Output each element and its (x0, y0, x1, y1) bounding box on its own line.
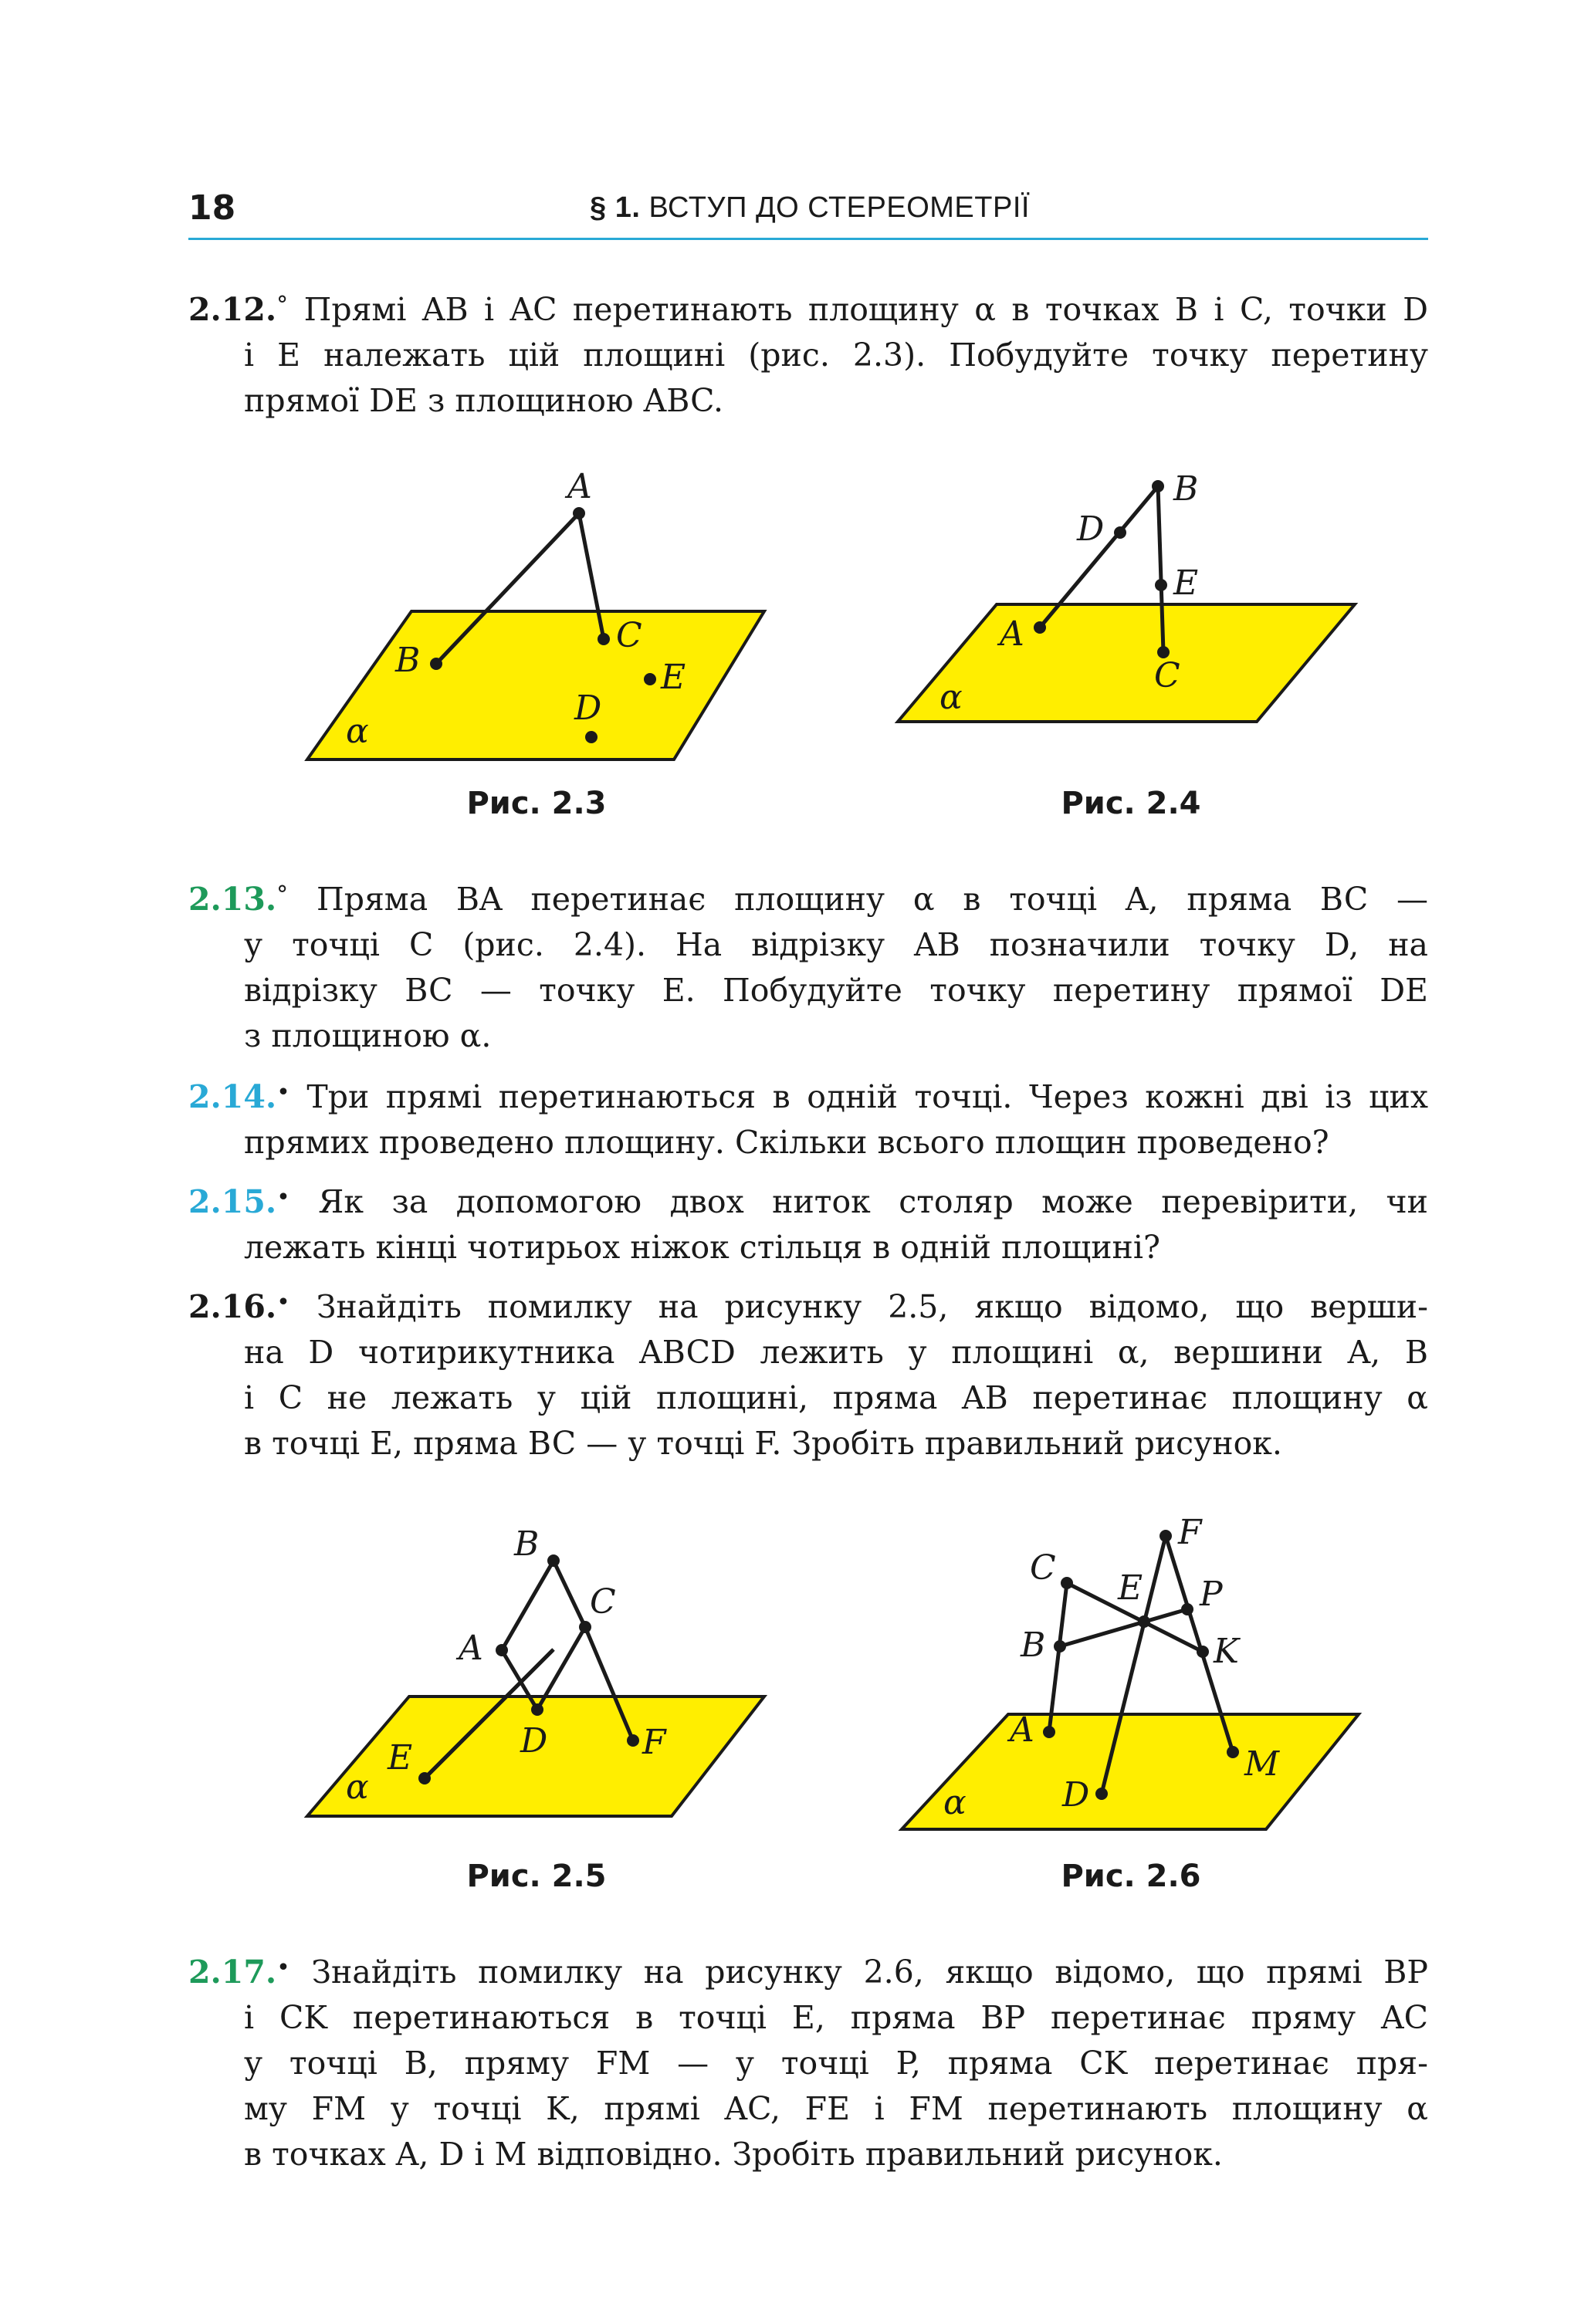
problem-text-line: Знайдіть помилку на рисунку 2.5, якщо відомо, що верши- (316, 1288, 1428, 1325)
figure-caption: Рис. 2.5 (466, 1859, 607, 1894)
label-plane: α (939, 678, 963, 717)
problem-text-line: на D чотирикутника ABCD лежить у площині α, вершини A, B (244, 1334, 1428, 1371)
difficulty-mark: • (276, 1289, 290, 1316)
figure-2-5 (301, 1521, 780, 1829)
figure-caption: Рис. 2.4 (1061, 786, 1201, 821)
problem-text-line: Прямі AB і AC перетинають площину α в точках B і C, точки D (303, 291, 1428, 328)
label-M: M (1244, 1744, 1280, 1784)
point-F (1160, 1530, 1172, 1542)
problem-text-line: в точці E, пряма BC — у точці F. Зробіть правильний рисунок. (244, 1425, 1282, 1462)
problem-text-line: в точках A, D і M відповідно. Зробіть правильний рисунок. (244, 2136, 1223, 2173)
problem-2-14 (188, 1070, 1428, 1165)
figure-2-6 (895, 1513, 1374, 1837)
label-P: P (1200, 1575, 1223, 1614)
point-B (1054, 1640, 1066, 1653)
point-C (579, 1621, 591, 1633)
problem-text-line: прямої DE з площиною ABC. (244, 382, 724, 419)
point-E (1138, 1615, 1150, 1628)
problem-number: 2.17. (188, 1954, 277, 1991)
point-D (531, 1703, 543, 1716)
problem-text-line: лежать кінці чотирьох ніжок стільця в одній площині? (244, 1229, 1160, 1266)
label-D: D (1077, 509, 1105, 549)
label-E: E (388, 1738, 413, 1778)
label-B: B (1021, 1625, 1046, 1665)
problem-2-13 (188, 872, 1428, 1059)
label-D: D (520, 1721, 548, 1761)
figure-caption: Рис. 2.6 (1061, 1859, 1201, 1894)
point-E (1155, 579, 1167, 591)
point-B (547, 1554, 560, 1567)
label-C: C (1030, 1548, 1056, 1588)
label-A: A (1010, 1710, 1034, 1750)
problem-number: 2.15. (188, 1183, 277, 1220)
problem-number: 2.16. (188, 1288, 277, 1325)
label-plane: α (943, 1783, 967, 1822)
label-D: D (574, 688, 602, 728)
section-number: § 1. (590, 191, 641, 224)
problem-text-line: Три прямі перетинаються в одній точці. Через кожні дві із цих (306, 1078, 1428, 1115)
label-C: C (1154, 656, 1180, 695)
point-P (1181, 1603, 1193, 1615)
segment-CA (1049, 1583, 1067, 1732)
segment-AB (553, 1649, 554, 1650)
plane-alpha (898, 604, 1355, 722)
problem-2-15 (188, 1175, 1428, 1270)
label-F: F (642, 1723, 666, 1762)
point-E (418, 1772, 431, 1784)
label-B: B (1173, 469, 1199, 509)
label-A: A (459, 1629, 483, 1668)
point-A (1043, 1726, 1055, 1738)
page-header (188, 182, 1428, 241)
point-C (598, 633, 610, 645)
problem-text-line: Як за допомогою двох ниток столяр може перевірити, чи (318, 1183, 1428, 1220)
figure-2-4 (892, 463, 1370, 772)
difficulty-mark: • (276, 1184, 290, 1211)
problem-text-line: і E належать цій площині (рис. 2.3). Побудуйте точку перетину (244, 337, 1428, 374)
plane-alpha (307, 611, 764, 759)
label-F: F (1178, 1513, 1202, 1552)
page-number: 18 (188, 188, 236, 228)
point-E (644, 673, 656, 685)
label-A: A (567, 467, 592, 506)
label-B: B (395, 641, 421, 680)
label-C: C (590, 1582, 616, 1622)
problem-text-line: і C не лежать у цій площині, пряма AB перетинає площину α (244, 1379, 1428, 1416)
figure-caption: Рис. 2.3 (466, 786, 607, 821)
problem-text-line: му FM у точці K, прямі AC, FE і FM перетинають площину α (244, 2090, 1428, 2127)
point-B (430, 658, 442, 670)
problem-text-line: відрізку BC — точку E. Побудуйте точку перетину прямої DE (244, 972, 1428, 1009)
header-rule (188, 238, 1428, 240)
figure-2-3 (301, 463, 787, 772)
difficulty-mark: ° (276, 881, 289, 908)
segment-BP (1060, 1609, 1187, 1646)
point-D (585, 731, 598, 743)
label-C: C (616, 616, 642, 655)
label-K: K (1214, 1632, 1239, 1671)
problem-text-line: прямих проведено площину. Скільки всього площин проведено? (244, 1124, 1329, 1161)
segment-BC (554, 1561, 585, 1627)
problem-text-line: у точці C (рис. 2.4). На відрізку AB позначили точку D, на (244, 926, 1428, 963)
problem-number: 2.14. (188, 1078, 277, 1115)
point-M (1227, 1746, 1239, 1758)
point-A (1034, 621, 1046, 634)
point-D (1114, 526, 1126, 539)
point-K (1197, 1646, 1209, 1658)
problem-number: 2.13. (188, 881, 277, 918)
label-plane: α (346, 712, 369, 751)
label-E: E (1118, 1568, 1143, 1608)
label-E: E (1173, 563, 1199, 603)
problem-text-line: Пряма BA перетинає площину α в точці A, пряма BC — (316, 881, 1428, 918)
problem-text-line: Знайдіть помилку на рисунку 2.6, якщо відомо, що прямі BP (311, 1954, 1428, 1991)
point-C (1061, 1577, 1073, 1589)
problem-number: 2.12. (188, 291, 277, 328)
point-A (573, 507, 585, 519)
label-B: B (514, 1524, 540, 1564)
point-A (496, 1644, 508, 1656)
problem-2-17 (188, 1945, 1428, 2177)
difficulty-mark: • (276, 1954, 290, 1981)
section-title: ВСТУП ДО СТЕРЕОМЕТРІЇ (648, 191, 1030, 224)
problem-text-line: і CK перетинаються в точці E, пряма BP перетинає пряму AC (244, 1999, 1428, 2036)
label-plane: α (346, 1768, 369, 1807)
point-D (1095, 1788, 1108, 1800)
problem-text-line: з площиною α. (244, 1017, 492, 1054)
problem-2-12 (188, 282, 1428, 424)
label-E: E (661, 658, 686, 697)
label-D: D (1062, 1775, 1090, 1815)
segment-AB-upper (502, 1561, 554, 1650)
point-B (1152, 480, 1164, 492)
problem-text-line: у точці B, пряму FM — у точці P, пряма CK перетинає пря- (244, 2045, 1428, 2082)
problem-2-16 (188, 1280, 1428, 1466)
difficulty-mark: • (276, 1079, 290, 1106)
label-A: A (1000, 614, 1024, 654)
difficulty-mark: ° (276, 292, 289, 319)
plane-alpha (902, 1714, 1359, 1829)
point-F (627, 1734, 639, 1747)
section-heading (590, 191, 1030, 225)
